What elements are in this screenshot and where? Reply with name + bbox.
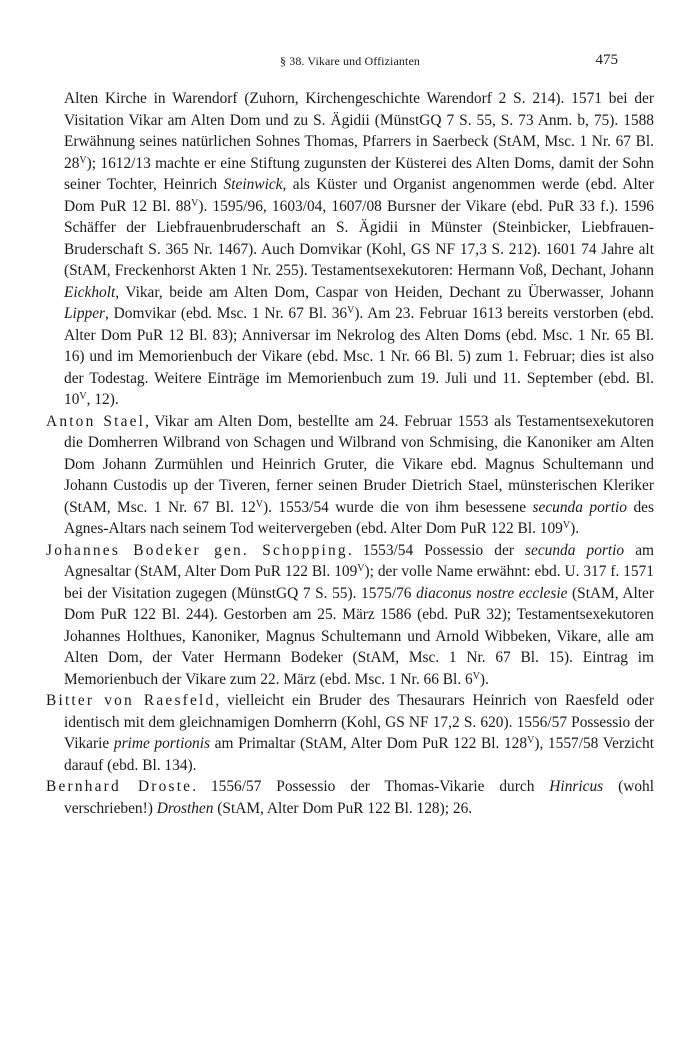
text-run: . 1553/54 Possessio der	[347, 541, 526, 559]
italic-name: Hinricus	[549, 778, 604, 795]
text-run: , vielleicht ein Bruder des Thesaurars Heinrich von Raesfeld oder identisch mit dem gleichnamigen Domherrn (Kohl, GS NF 17,2 S. 620). 1556/57 Possessio der Vikarie	[64, 692, 654, 752]
text-run: (wohl verschrieben!)	[64, 778, 654, 817]
text-run: , Vikar am Alten Dom, bestellte am 24. Februar 1553 als Testamentsexekutoren die Domherren Wilbrand von Schagen und Wilbrand von Schmising, die Kanoniker am Alten Dom Johann Zurmühlen und Heinrich Gruter, die Vikare ebd. Magnus Schultemann und Johann Custodis up der Tiveren, ferner seinen Bruder Dietrich Stael, münsterischen Kleriker (StAM, Msc. 1 Nr. 67 Bl. 12	[64, 412, 654, 516]
text-run: , als Küster und Organist angenommen werde (ebd. Alter Dom PuR 12 Bl. 88	[64, 176, 654, 215]
italic-name: Eickholt	[64, 283, 116, 301]
text-run: ).	[479, 670, 489, 688]
entry-name: Anton Stael	[46, 412, 146, 430]
main-text	[46, 88, 654, 819]
text-run: ). 1553/54 wurde die von ihm besessene	[262, 498, 533, 516]
text-run: ). 1595/96, 1603/04, 1607/08 Bursner der Vikare (ebd. PuR 33 f.). 1596 Schäffer der Liebfrauenbruderschaft an S. Ägidii in Münster (Steinbicker, Liebfrauen-Bruderschaft S. 365 Nr. 1467). Auch Domvikar (Kohl, GS NF 17,3 S. 212). 1601 74 Jahre alt (StAM, Freckenhorst Akten 1 Nr. 255). Testamentsexekutoren: Hermann Voß, Dechant, Johann	[64, 197, 654, 279]
italic-term: secunda portio	[525, 541, 625, 559]
text-run: . 1556/57 Possessio der Thomas-Vikarie durch	[192, 778, 550, 795]
text-run: am Primaltar (StAM, Alter Dom PuR 122 Bl. 128	[210, 735, 528, 752]
italic-name: Steinwick	[223, 176, 283, 193]
text-run: (StAM, Alter Dom PuR 122 Bl. 244). Gestorben am 25. März 1586 (ebd. PuR 32); Testamentsexekutoren Johannes Holthues, Kanoniker, Magnus Schultemann und Arnold Wibbeken, Vikare, alle am Alten Dom, der Vater Hermann Bodeker (StAM, Msc. 1 Nr. 67 Bl. 15). Eintrag im Memorienbuch der Vikare zum 22. März (ebd. Msc. 1 Nr. 66 Bl. 6	[64, 584, 654, 688]
italic-term: secunda portio	[532, 498, 628, 516]
superscript: V	[191, 197, 199, 209]
text-run: , 12).	[86, 391, 119, 408]
text-run: des Agnes-Altars nach seinem Tod weitervergeben (ebd. Alter Dom PuR 122 Bl. 109	[64, 498, 654, 537]
entry-bitter-von-raesfeld	[46, 690, 654, 776]
italic-name: Lipper	[64, 305, 106, 322]
superscript: V	[79, 154, 87, 166]
superscript: V	[472, 670, 480, 682]
text-run: ).	[570, 520, 580, 537]
italic-term: diaconus nostre ecclesie	[416, 584, 568, 602]
text-run: (StAM, Alter Dom PuR 122 Bl. 128); 26.	[213, 799, 473, 817]
text-run: , Vikar, beide am Alten Dom, Caspar von Heiden, Dechant zu Überwasser, Johann	[115, 283, 654, 301]
entry-bernhard-droste	[46, 776, 654, 819]
text-run: Alten Kirche in Warendorf (Zuhorn, Kirchengeschichte Warendorf 2 S. 214). 1571 bei der Visitation Vikar am Alten Dom und zu S. Ägidii (MünstGQ 7 S. 55, S. 73 Anm. b, 75). 1588 Erwähnung seines natürlichen Sohnes Thomas, Pfarrers in Saerbeck (StAM, Msc. 1 Nr. 67 Bl. 28	[64, 90, 654, 172]
text-run: ); 1612/13 machte er eine Stiftung zugunsten der Küsterei des Alten Doms, damit der Sohn seiner Tochter, Heinrich	[64, 154, 654, 193]
text-run: ), 1557/58 Verzicht darauf (ebd. Bl. 134).	[64, 735, 655, 774]
entry-continuation	[46, 88, 654, 411]
superscript: V	[357, 563, 365, 574]
superscript: V	[255, 498, 263, 510]
page-header	[50, 52, 650, 74]
superscript: V	[562, 520, 571, 531]
running-head: § 38. Vikare und Offizianten	[280, 54, 420, 68]
text-run: ); der volle Name erwähnt: ebd. U. 317 f. 1571 bei der Visitation zugegen (MünstGQ 7 S. 55). 1575/76	[64, 563, 654, 602]
text-run: am Agnesaltar (StAM, Alter Dom PuR 122 Bl. 109	[64, 541, 654, 580]
superscript: V	[79, 391, 87, 402]
text-run: , Domvikar (ebd. Msc. 1 Nr. 67 Bl. 36	[105, 305, 348, 322]
text-run: ). Am 23. Februar 1613 bereits verstorben (ebd. Alter Dom PuR 12 Bl. 83); Anniversar im Nekrolog des Alten Doms (ebd. Msc. 1 Nr. 65 Bl. 16) und im Memorienbuch der Vikare (ebd. Msc. 1 Nr. 66 Bl. 5) zum 1. Februar; dies ist also der Todestag. Weitere Einträge im Memorienbuch zum 19. Juli und 11. September (ebd. Bl. 10	[64, 305, 654, 408]
entry-name: Bernhard Droste	[46, 778, 193, 795]
entry-name: Bitter von Raesfeld	[46, 692, 216, 709]
italic-name: Drosthen	[156, 799, 214, 817]
entry-anton-stael	[46, 411, 654, 540]
superscript: V	[527, 735, 535, 746]
entry-johannes-bodeker	[46, 540, 654, 691]
entry-name: Johannes Bodeker gen. Schopping	[46, 541, 348, 559]
page-number: 475	[595, 52, 618, 68]
italic-term: prime portionis	[113, 735, 211, 752]
superscript: V	[347, 305, 355, 316]
